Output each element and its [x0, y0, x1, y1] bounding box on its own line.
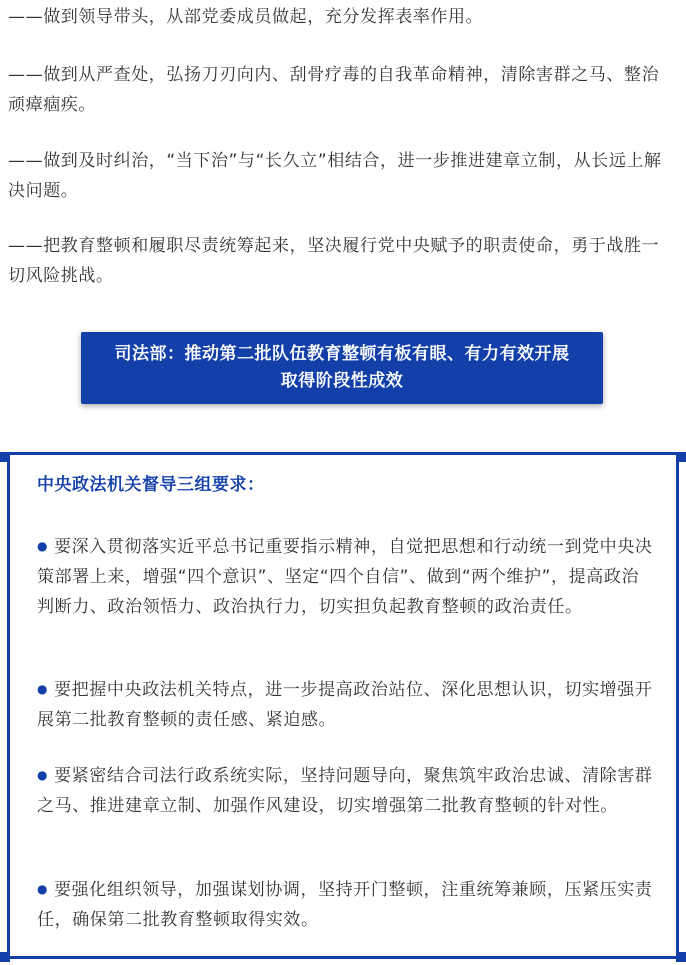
frame-corner-bottom-left — [0, 952, 10, 962]
intro-paragraph-3: ——做到及时纠治，“当下治”与“长久立”相结合，进一步推进建章立制，从长远上解决问题。 — [8, 151, 662, 201]
requirement-item — [37, 674, 653, 735]
requirement-item-text: 要把握中央政法机关特点，进一步提高政治站位、深化思想认识，切实增强开展第二批教育整顿的责任感、紧迫感。 — [37, 680, 653, 730]
section-heading-banner — [81, 332, 603, 404]
frame-corner-top-left — [0, 452, 10, 462]
requirement-item — [37, 874, 653, 935]
intro-paragraph-1: ——做到领导带头，从部党委成员做起，充分发挥表率作用。 — [8, 7, 484, 27]
frame-corner-top-right — [676, 452, 686, 462]
requirement-item — [37, 531, 653, 622]
requirement-item-text: 要紧密结合司法行政系统实际，坚持问题导向，聚焦筑牢政治忠诚、清除害群之马、推进建章立制、加强作风建设，切实增强第二批教育整顿的针对性。 — [37, 766, 653, 816]
requirements-title: 中央政法机关督导三组要求： — [37, 475, 265, 495]
bullet-icon: ● — [37, 882, 49, 896]
bullet-icon: ● — [37, 539, 49, 553]
section-heading-text — [115, 341, 570, 395]
frame-corner-bottom-right — [676, 952, 686, 962]
bullet-icon: ● — [37, 768, 49, 782]
section-heading-line-2: 取得阶段性成效 — [280, 371, 404, 391]
requirement-item-text: 要深入贯彻落实近平总书记重要指示精神，自觉把思想和行动统一到党中央决策部署上来，增强“四个意识”、坚定“四个自信”、做到“两个维护”，提高政治判断力、政治领悟力、政治执行力，切实担负起教育整顿的政治责任。 — [37, 537, 653, 617]
intro-paragraph-4: ——把教育整顿和履职尽责统筹起来，坚决履行党中央赋予的职责使命，勇于战胜一切风险挑战。 — [8, 236, 660, 286]
requirement-item-text: 要强化组织领导，加强谋划协调，坚持开门整顿，注重统筹兼顾，压紧压实责任，确保第二批教育整顿取得实效。 — [37, 880, 653, 930]
section-heading-line-1: 司法部：推动第二批队伍教育整顿有板有眼、有力有效开展 — [114, 344, 570, 364]
intro-paragraph-2: ——做到从严查处，弘扬刀刃向内、刮骨疗毒的自我革命精神，清除害群之马、整治顽瘴痼疾。 — [8, 65, 660, 115]
bullet-icon: ● — [37, 682, 49, 696]
requirement-item — [37, 760, 653, 821]
